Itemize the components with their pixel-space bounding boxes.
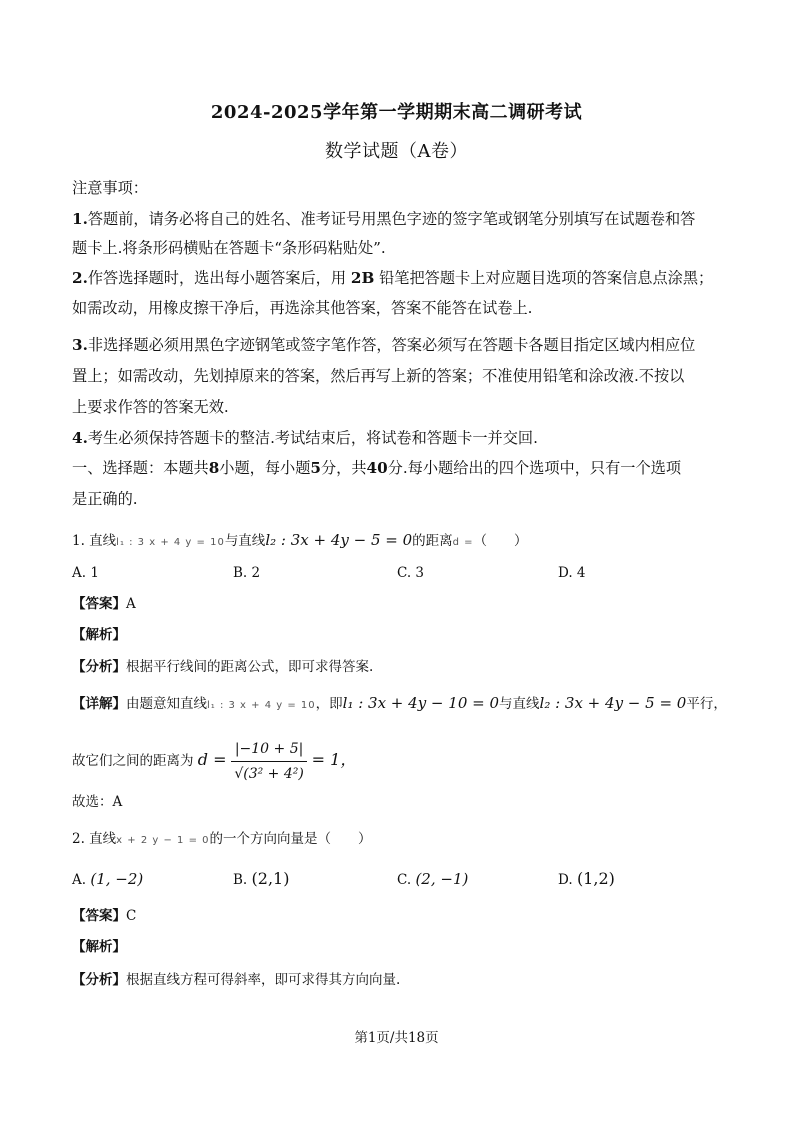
question-2-fenxi <box>72 970 732 990</box>
question-2-analysis <box>72 937 732 957</box>
detail-text-c: 与直线 <box>499 696 540 712</box>
notice-item-1-line-2: 题卡上.将条形码横贴在答题卡“条形码粘贴处”. <box>72 239 386 257</box>
notice-item-3-text-1: 非选择题必须用黑色字迹钢笔或签字笔作答，答案必须写在答题卡各题目指定区域内相应位 <box>87 336 696 354</box>
question-1-stem <box>72 530 732 553</box>
analysis-tag: 【解析】 <box>72 939 126 955</box>
question-1-answer <box>72 594 732 614</box>
option-letter: B. <box>233 872 248 888</box>
question-2-option-c <box>397 869 468 890</box>
section-1-line-2: 是正确的. <box>72 490 138 508</box>
option-value: (1, −2) <box>90 870 144 888</box>
question-1-mid: 与直线 <box>224 533 266 549</box>
notice-item-2-line-1 <box>72 268 732 288</box>
question-2-stem <box>72 829 732 851</box>
distance-numerator: |−10 + 5| <box>231 739 308 762</box>
detail-line-l1-small: l₁ : 3 x + 4 y = 10 <box>207 700 316 711</box>
fenxi-tag: 【分析】 <box>72 659 126 675</box>
question-2-option-b <box>233 869 289 890</box>
option-letter: A. <box>72 872 87 888</box>
notice-item-2-line-2: 如需改动，用橡皮擦干净后，再选涂其他答案，答案不能答在试卷上. <box>72 299 533 317</box>
detail-text-a: 由题意知直线 <box>126 696 207 712</box>
notice-item-4-line-1 <box>72 428 732 448</box>
section-1-line-1 <box>72 458 732 478</box>
answer-tag: 【答案】 <box>72 908 126 924</box>
question-1-prefix: 1. 直线 <box>72 533 117 549</box>
answer-tag: 【答案】 <box>72 596 126 612</box>
section-1-text-c: 分，共 <box>320 459 367 477</box>
question-1-option-b: B. 2 <box>233 565 261 581</box>
detail-equation-2: l₂ : 3x + 4y − 5 = 0 <box>539 694 687 712</box>
notice-item-4-text-1: 考生必须保持答题卡的整洁.考试结束后，将试卷和答题卡一并交回. <box>87 429 538 447</box>
notice-item-1-text-1: 答题前，请务必将自己的姓名、准考证号用黑色字迹的签字笔或钢笔分别填写在试题卷和答 <box>87 210 696 228</box>
option-value: (2,1) <box>251 869 290 888</box>
points-total: 40 <box>366 459 388 477</box>
detail-equation-1: l₁ : 3x + 4y − 10 = 0 <box>342 694 500 712</box>
fenxi-tag: 【分析】 <box>72 972 126 988</box>
option-value: (2, −1) <box>415 870 469 888</box>
question-1-d-symbol: d = <box>452 537 474 548</box>
distance-fraction <box>231 739 308 784</box>
notice-item-1-number: 1. <box>72 210 88 228</box>
notice-heading: 注意事项： <box>72 179 148 197</box>
question-count: 8 <box>208 459 220 477</box>
notice-item-3-line-3: 上要求作答的答案无效. <box>72 398 229 416</box>
question-1-option-d: D. 4 <box>558 565 586 581</box>
distance-lhs: d = <box>197 750 227 769</box>
analysis-tag: 【解析】 <box>72 627 126 643</box>
option-value: (1,2) <box>576 869 615 888</box>
answer-value: A <box>126 596 136 612</box>
option-letter: D. <box>558 872 573 888</box>
notice-item-2-text-1c: 铅笔把答题卡上对应题目选项的答案信息点涂黑； <box>379 269 714 287</box>
section-1-text-a: 一、选择题：本题共 <box>72 459 209 477</box>
question-2-option-a <box>72 869 143 890</box>
question-1-line-l1: l₁ : 3 x + 4 y = 10 <box>116 537 225 548</box>
section-1-text-b: 小题，每小题 <box>219 459 311 477</box>
pencil-grade: 2B <box>350 269 375 287</box>
question-1-option-a: A. 1 <box>72 565 99 581</box>
question-2-prefix: 2. 直线 <box>72 831 117 847</box>
answer-value: C <box>126 908 137 924</box>
question-1-choose: 故选：A <box>72 794 123 810</box>
notice-item-2-text-1a: 作答选择题时，选出每小题答案后，用 <box>87 269 347 287</box>
question-1-line-l2: l₂ : 3x + 4y − 5 = 0 <box>265 531 413 549</box>
notice-item-1-line-1 <box>72 209 732 229</box>
distance-prefix: 故它们之间的距离为 <box>72 753 194 769</box>
question-2-equation: x + 2 y − 1 = 0 <box>116 835 210 846</box>
distance-rhs: = 1， <box>311 750 357 769</box>
exam-title: 2024-2025学年第一学期期末高二调研考试 <box>210 102 583 123</box>
exam-subtitle: 数学试题（A卷） <box>325 141 468 162</box>
question-2-answer <box>72 906 732 926</box>
question-1-distance <box>72 735 732 786</box>
detail-tag: 【详解】 <box>72 696 126 712</box>
question-1-detail <box>72 693 732 716</box>
detail-text-b: ，即 <box>315 696 343 712</box>
page-footer: 第1页/共18页 <box>354 1030 439 1046</box>
question-1-bracket: （ ） <box>473 533 528 549</box>
notice-item-4-number: 4. <box>72 429 88 447</box>
notice-item-2-number: 2. <box>72 269 88 287</box>
question-2-option-d <box>558 869 615 890</box>
distance-denominator: √(3² + 4²) <box>234 766 304 782</box>
question-1-option-c: C. 3 <box>397 565 425 581</box>
question-2-suffix: 的一个方向向量是（ ） <box>209 831 372 847</box>
option-letter: C. <box>397 872 412 888</box>
notice-item-3-line-1 <box>72 335 732 355</box>
question-1-fenxi <box>72 657 732 677</box>
question-1-suffix-a: 的距离 <box>412 533 453 549</box>
points-each: 5 <box>310 459 321 477</box>
question-1-analysis <box>72 625 732 645</box>
notice-item-3-line-2: 置上；如需改动，先划掉原来的答案，然后再写上新的答案；不准使用铅笔和涂改液.不按以 <box>72 367 685 385</box>
detail-text-d: 平行， <box>686 696 727 712</box>
section-1-text-d: 分.每小题给出的四个选项中，只有一个选项 <box>387 459 682 477</box>
fenxi-text: 根据直线方程可得斜率，即可求得其方向向量. <box>126 972 401 988</box>
notice-item-3-number: 3. <box>72 336 88 354</box>
fenxi-text: 根据平行线间的距离公式，即可求得答案. <box>126 659 374 675</box>
